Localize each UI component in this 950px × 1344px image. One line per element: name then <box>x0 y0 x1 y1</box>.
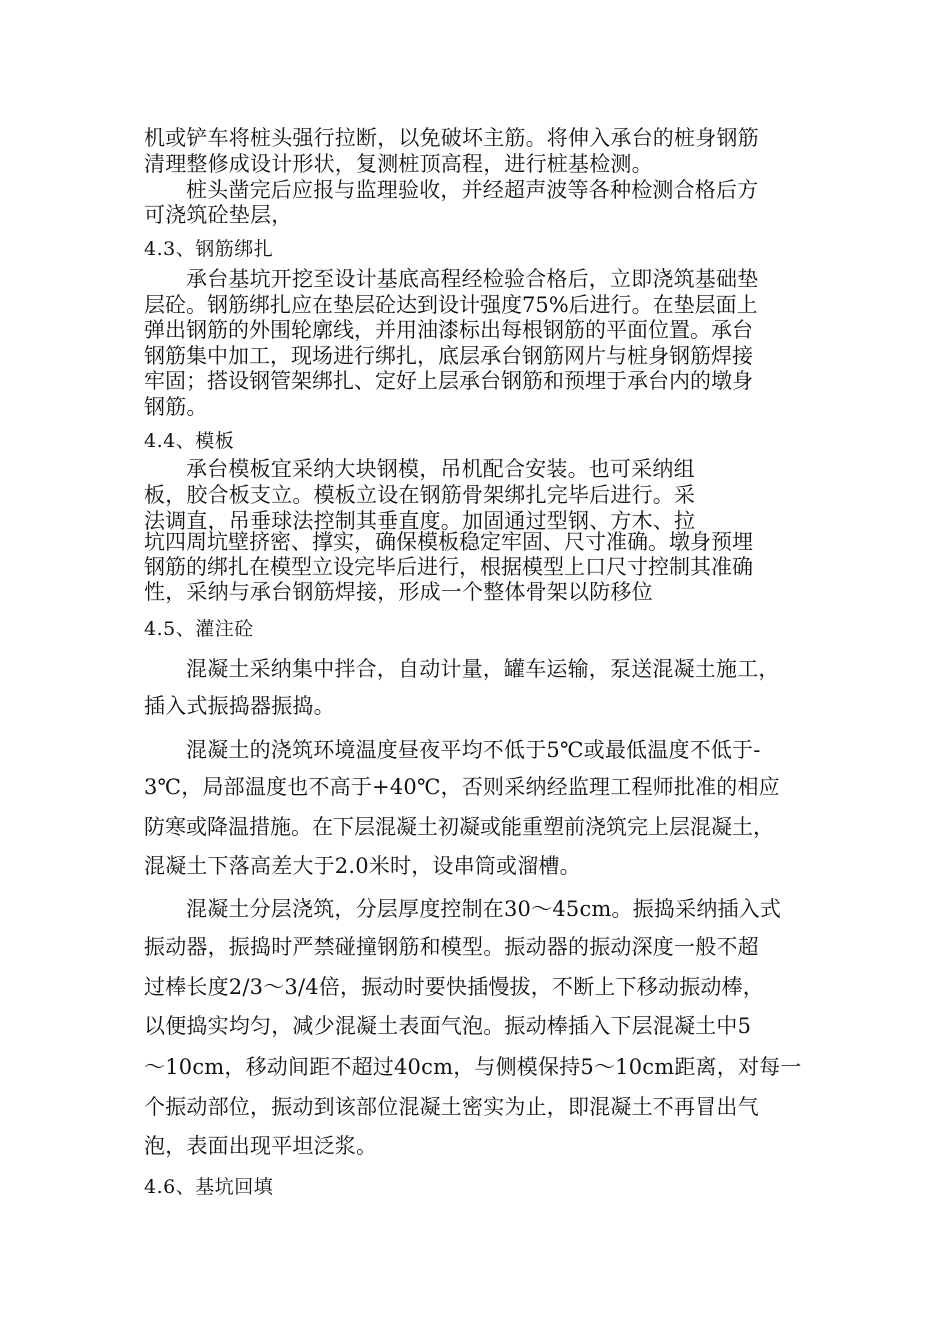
paragraph-line: 法调直，吊垂球法控制其垂直度。加固通过型钢、方木、拉 <box>144 509 696 533</box>
paragraph-line: 3℃，局部温度也不高于+40℃，否则采纳经监理工程师批准的相应 <box>144 775 780 799</box>
paragraph-line: 桩头凿完后应报与监理验收，并经超声波等各种检测合格后方 <box>186 178 759 202</box>
paragraph-line: 钢筋集中加工，现场进行绑扎，底层承台钢筋网片与桩身钢筋焊接 <box>144 344 753 368</box>
paragraph-line: 牢固；搭设钢管架绑扎、定好上层承台钢筋和预埋于承台内的墩身 <box>144 369 753 393</box>
section-heading: 4.4、模板 <box>144 430 235 452</box>
paragraph-line: 性，采纳与承台钢筋焊接，形成一个整体骨架以防移位 <box>144 580 653 604</box>
paragraph-line: 混凝土分层浇筑，分层厚度控制在30～45cm。振捣采纳插入式 <box>186 897 782 921</box>
paragraph-line: 可浇筑砼垫层， <box>144 203 293 227</box>
paragraph-line: 个振动部位，振动到该部位混凝土密实为止，即混凝土不再冒出气 <box>144 1095 759 1119</box>
paragraph-line: 弹出钢筋的外围轮廓线，并用油漆标出每根钢筋的平面位置。承台 <box>144 318 753 342</box>
paragraph-line: 承台基坑开挖至设计基底高程经检验合格后，立即浇筑基础垫 <box>186 267 759 291</box>
paragraph-line: 机或铲车将桩头强行拉断，以免破坏主筋。将伸入承台的桩身钢筋 <box>144 126 759 150</box>
paragraph-line: 层砼。钢筋绑扎应在垫层砼达到设计强度75%后进行。在垫层面上 <box>144 293 758 317</box>
paragraph-line: 板，胶合板支立。模板立设在钢筋骨架绑扎完毕后进行。采 <box>144 483 696 507</box>
section-heading: 4.6、基坑回填 <box>144 1176 274 1198</box>
paragraph-line: 钢筋。 <box>144 395 208 419</box>
paragraph-line: 坑四周坑壁挤密、撑实，确保模板稳定牢固、尺寸准确。墩身预埋 <box>144 530 753 554</box>
paragraph-line: 泡，表面出现平坦泛浆。 <box>144 1134 378 1158</box>
paragraph-line: 钢筋的绑扎在模型立设完毕后进行，根据模型上口尺寸控制其准确 <box>144 555 753 579</box>
paragraph-line: 插入式振捣器振捣。 <box>144 694 335 718</box>
paragraph-line: 混凝土采纳集中拌合，自动计量，罐车运输，泵送混凝土施工， <box>186 657 780 681</box>
paragraph-line: 承台模板宜采纳大块钢模，吊机配合安装。也可采纳组 <box>186 457 695 481</box>
paragraph-line: 清理整修成设计形状，复测桩顶高程，进行桩基检测。 <box>144 152 653 176</box>
paragraph-line: ～10cm，移动间距不超过40cm，与侧模保持5～10cm距离，对每一 <box>144 1055 802 1079</box>
paragraph-line: 混凝土下落高差大于2.0米时，设串筒或溜槽。 <box>144 854 581 878</box>
paragraph-line: 过棒长度2/3～3/4倍，振动时要快插慢拔，不断上下移动振动棒， <box>144 975 764 999</box>
section-heading: 4.3、钢筋绑扎 <box>144 238 274 260</box>
paragraph-line: 以便捣实均匀，减少混凝土表面气泡。振动棒插入下层混凝土中5 <box>144 1014 752 1038</box>
paragraph-line: 振动器，振捣时严禁碰撞钢筋和模型。振动器的振动深度一般不超 <box>144 935 759 959</box>
paragraph-line: 混凝土的浇筑环境温度昼夜平均不低于5℃或最低温度不低于- <box>186 738 761 762</box>
paragraph-line: 防寒或降温措施。在下层混凝土初凝或能重塑前浇筑完上层混凝土， <box>144 815 774 839</box>
section-heading: 4.5、灌注砼 <box>144 618 254 640</box>
